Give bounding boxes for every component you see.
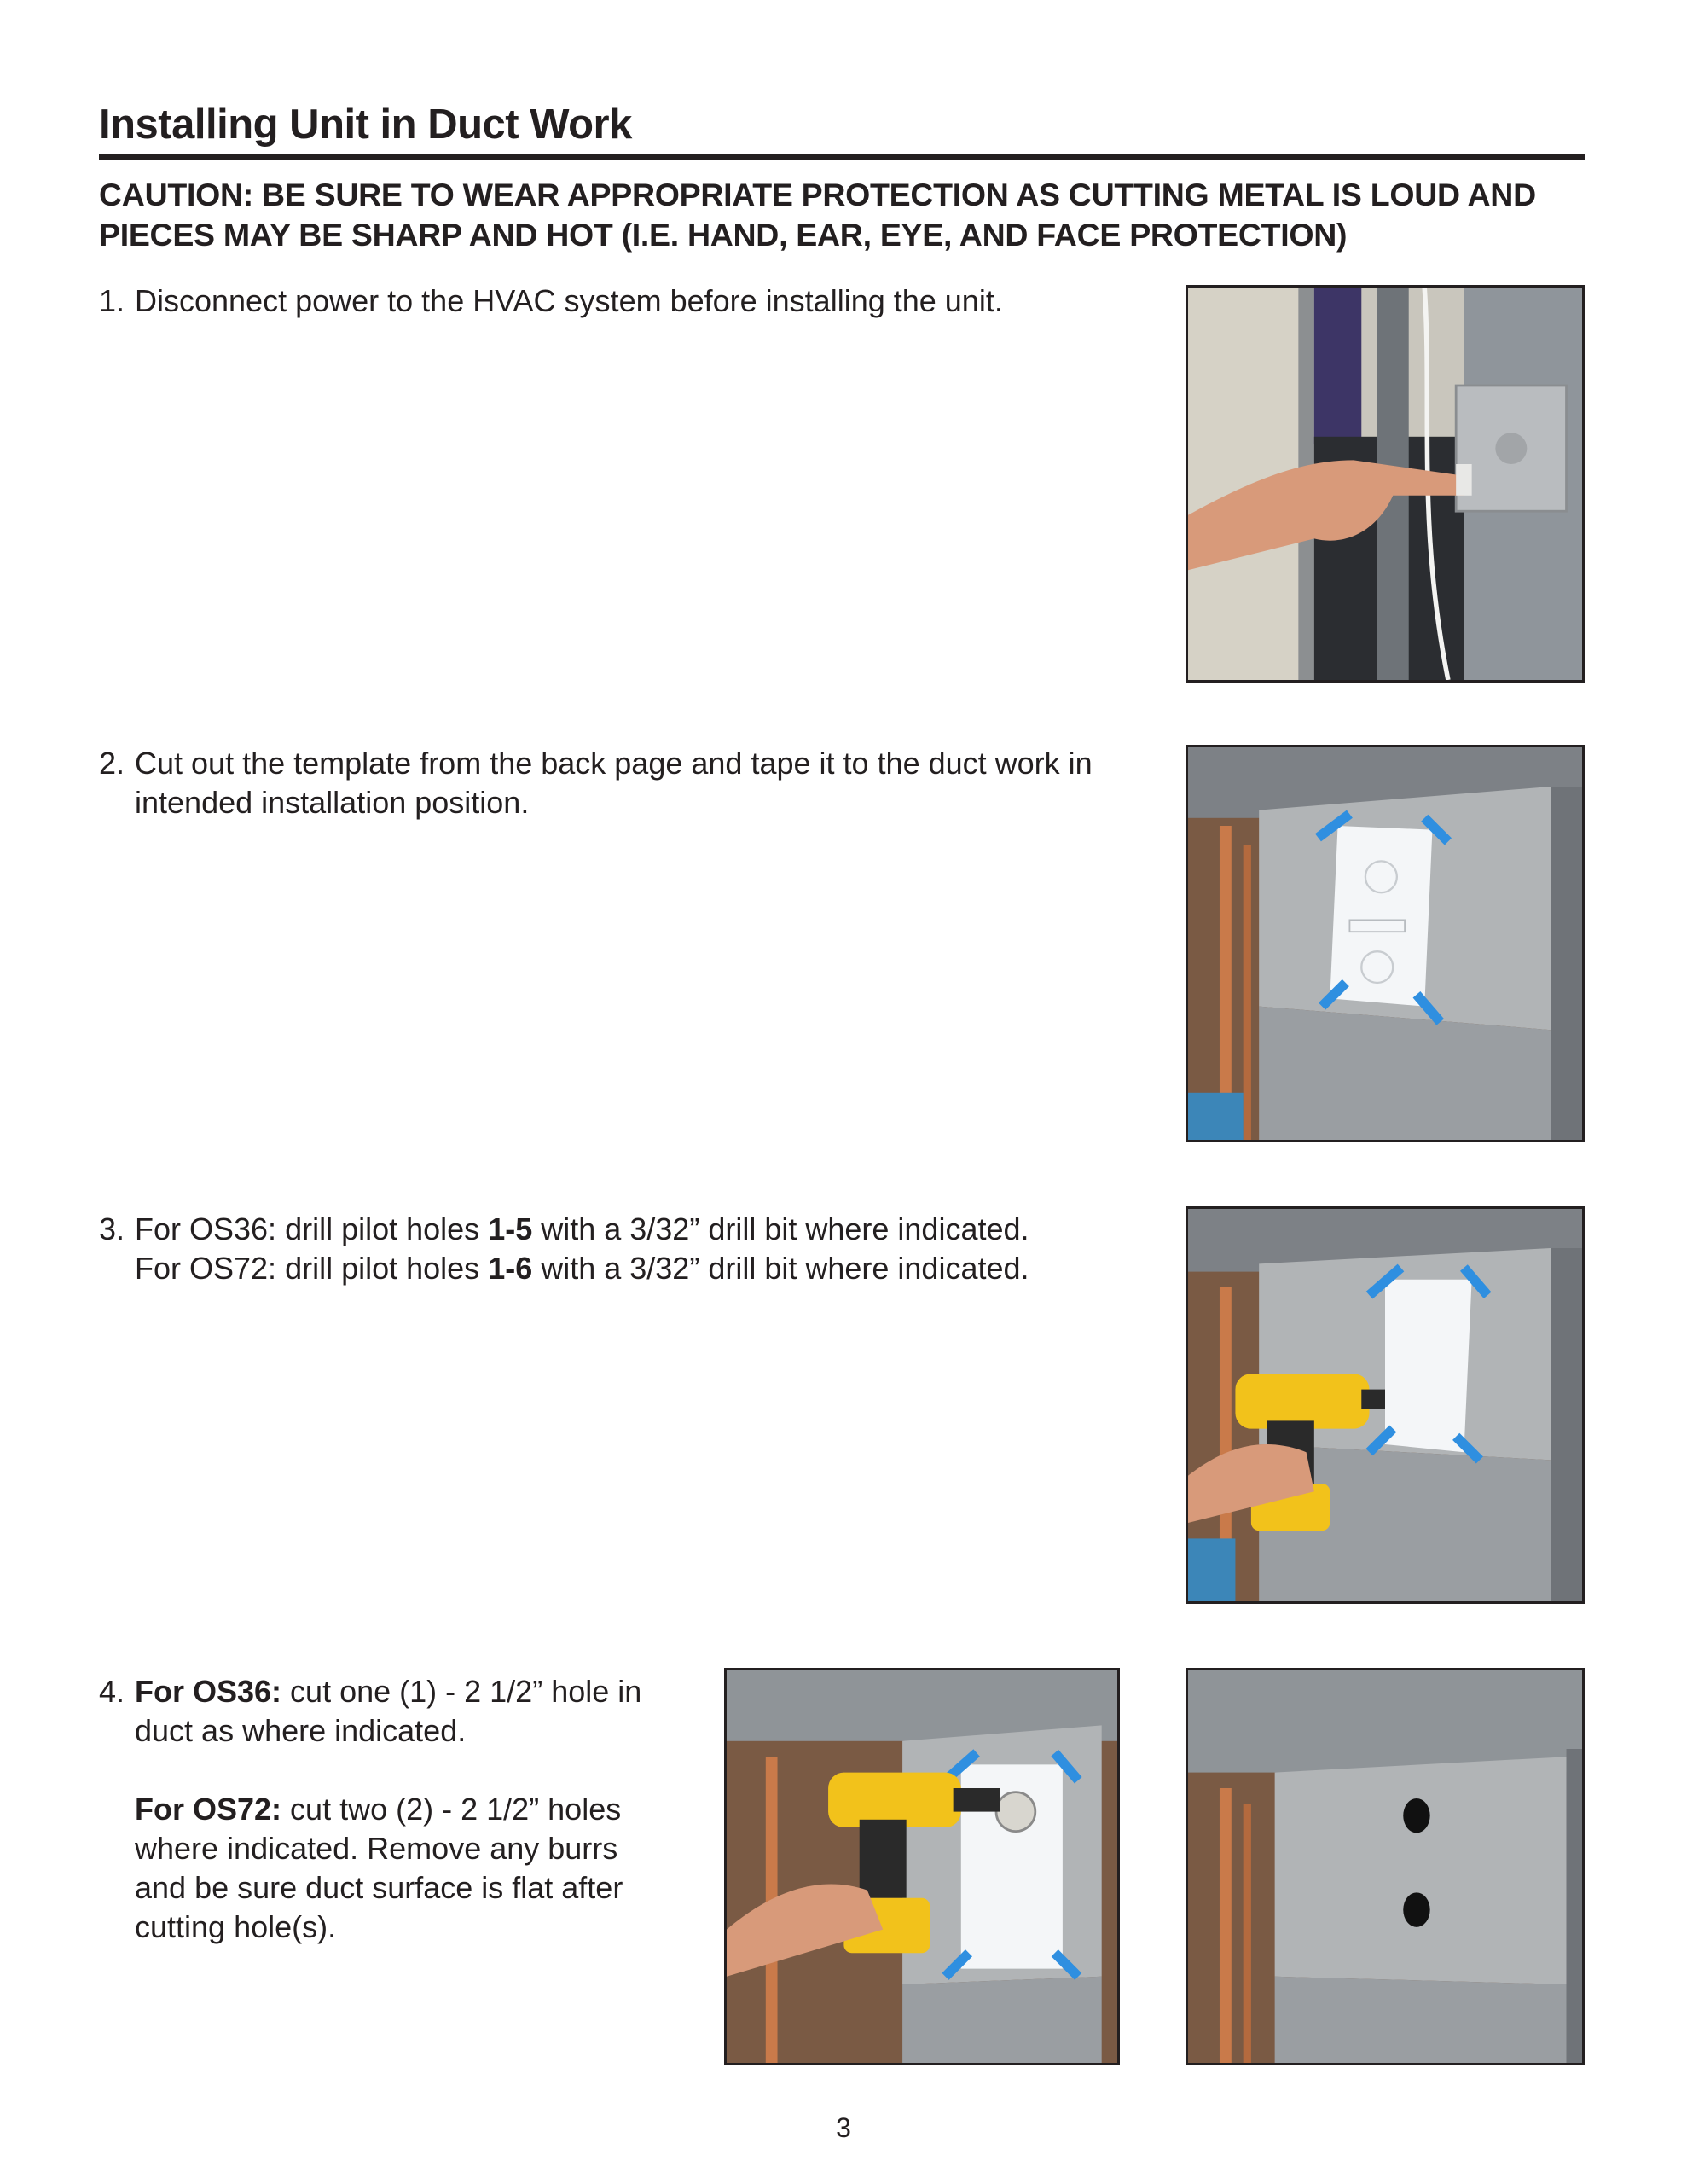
page-title: Installing Unit in Duct Work [99, 102, 632, 148]
step-3-number: 3. [99, 1211, 125, 1246]
step-3 [99, 1210, 1029, 1288]
step-4-os36-label: For OS36: [135, 1674, 282, 1709]
photo-finished-holes [1186, 1668, 1585, 2065]
caution-line-1: CAUTION: BE SURE TO WEAR APPROPRIATE PROTECTION AS CUTTING METAL IS LOUD AND [99, 177, 1536, 212]
step-1 [99, 282, 1003, 321]
photo-disconnect-power [1186, 285, 1585, 682]
step-2 [99, 744, 1093, 822]
step-3-line-2-post: with a 3/32” drill bit where indicated. [532, 1251, 1029, 1286]
photo-template-taped [1186, 745, 1585, 1142]
step-3-line-1-pre: For OS36: drill pilot holes [135, 1211, 489, 1246]
photo-cut-hole-saw [724, 1668, 1120, 2065]
page-number: 3 [836, 2112, 851, 2143]
step-2-number: 2. [99, 746, 125, 781]
step-4-os36-line-1: cut one (1) - 2 1/2” hole in [281, 1674, 642, 1709]
step-1-text: Disconnect power to the HVAC system before installing the unit. [135, 283, 1003, 318]
step-4-number: 4. [99, 1674, 125, 1709]
caution-warning [99, 175, 1591, 255]
step-2-line-1: Cut out the template from the back page and tape it to the duct work in [135, 746, 1093, 781]
step-4-os72-label: For OS72: [135, 1792, 282, 1827]
step-3-holes-os36: 1-5 [488, 1211, 533, 1246]
caution-line-2: PIECES MAY BE SHARP AND HOT (I.E. HAND, EAR, EYE, AND FACE PROTECTION) [99, 217, 1348, 253]
step-4-os72-line-3: and be sure duct surface is flat after [135, 1870, 623, 1905]
title-divider [99, 154, 1585, 160]
step-3-holes-os72: 1-6 [488, 1251, 533, 1286]
step-4-os36-line-2: duct as where indicated. [135, 1713, 467, 1748]
step-2-line-2: intended installation position. [135, 785, 530, 820]
step-4-os72-line-2: where indicated. Remove any burrs [135, 1831, 618, 1866]
step-3-line-1-post: with a 3/32” drill bit where indicated. [532, 1211, 1029, 1246]
step-4 [99, 1672, 641, 1947]
step-4-os72-line-4: cutting hole(s). [135, 1909, 337, 1944]
photo-drill-pilot-holes [1186, 1206, 1585, 1604]
step-3-line-2-pre: For OS72: drill pilot holes [135, 1251, 489, 1286]
step-1-number: 1. [99, 283, 125, 318]
step-4-os72-line-1: cut two (2) - 2 1/2” holes [281, 1792, 622, 1827]
